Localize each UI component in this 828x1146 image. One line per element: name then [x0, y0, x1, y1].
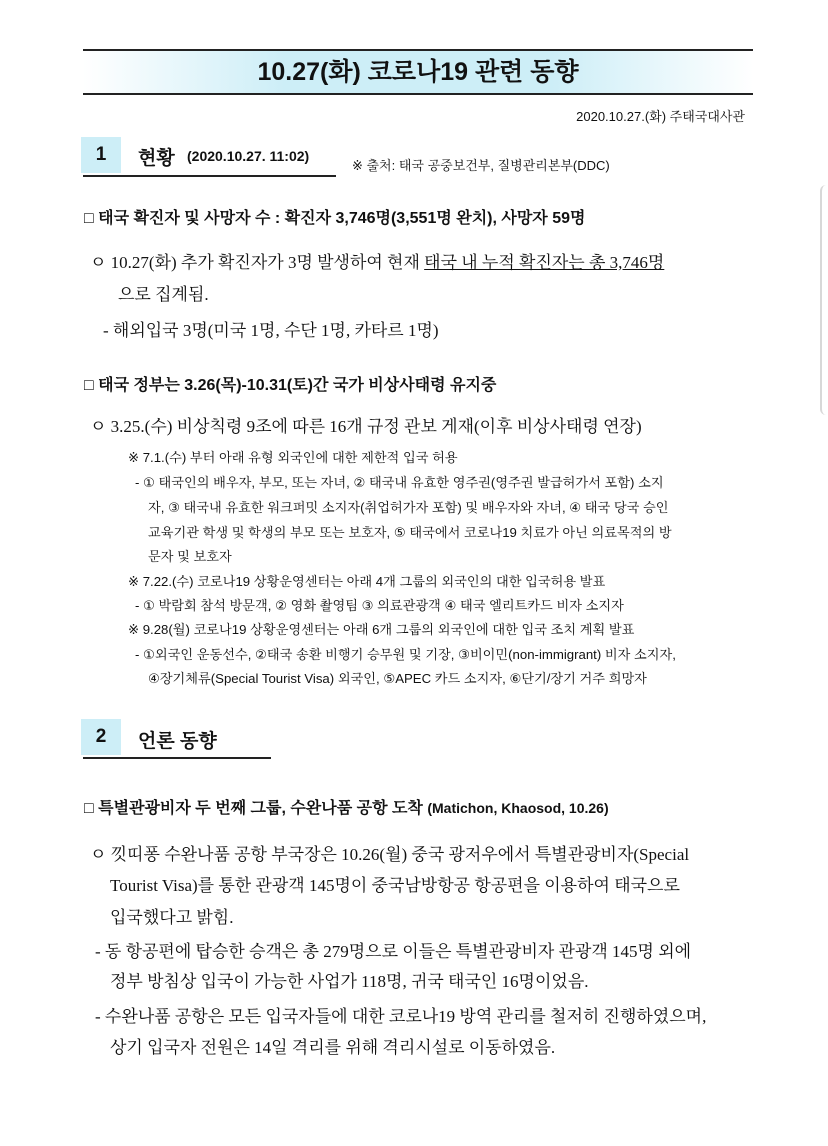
date-line: 2020.10.27.(화) 주태국대사관	[576, 109, 745, 124]
cases-paragraph-line-2: 으로 집계됨.	[118, 285, 209, 304]
confirmed-cases-heading: □ 태국 확진자 및 사망자 수 : 확진자 3,746명(3,551명 완치), 사망자 59명	[84, 210, 586, 227]
section-1-timestamp: (2020.10.27. 11:02)	[187, 148, 310, 164]
document-title: 10.27(화) 코로나19 관련 동향	[83, 49, 753, 95]
section-2-underline	[83, 757, 271, 759]
cumulative-cases-highlight: 태국 내 누적 확진자는 총 3,746명	[424, 253, 665, 272]
note-line: ※ 7.22.(수) 코로나19 상황운영센터는 아래 4개 그룹의 외국인의 대한 입국허용 발표	[128, 574, 606, 589]
section-2-title: 언론 동향	[138, 731, 217, 752]
visa-paragraph-line: ㅇ 낏띠퐁 수완나품 공항 부국장은 10.26(월) 중국 광저우에서 특별관광비자(Special	[90, 845, 690, 864]
visa-paragraph-line: Tourist Visa)를 통한 관광객 145명이 중국남방항공 항공편을 이용하여 태국으로	[110, 876, 680, 895]
note-line: 자, ③ 태국내 유효한 워크퍼밋 소지자(취업허가자 포함) 및 배우자와 자녀, ④ 태국 당국 승인	[148, 500, 669, 515]
passenger-detail-line: - 동 항공편에 탑승한 승객은 총 279명으로 이들은 특별관광비자 관광객 145명 외에	[95, 942, 692, 961]
overseas-entry-detail: - 해외입국 3명(미국 1명, 수단 1명, 카타르 1명)	[103, 321, 439, 340]
note-line: ※ 9.28(월) 코로나19 상황운영센터는 아래 6개 그룹의 외국인에 대한 입국 조치 계획 발표	[128, 622, 635, 637]
note-line: 문자 및 보호자	[148, 549, 232, 564]
note-line: - ① 태국인의 배우자, 부모, 또는 자녀, ② 태국내 유효한 영주권(영주권 발급허가서 포함) 소지	[135, 475, 664, 490]
section-2-number: 2	[81, 719, 121, 755]
note-line: - ①외국인 운동선수, ②태국 송환 비행기 승무원 및 기장, ③비이민(non-immigrant) 비자 소지자,	[135, 647, 676, 662]
section-1-number: 1	[81, 137, 121, 173]
note-line: ④장기체류(Special Tourist Visa) 외국인, ⑤APEC 카드 소지자, ⑥단기/장기 거주 희망자	[148, 671, 647, 686]
cases-paragraph-line-1: ㅇ 10.27(화) 추가 확진자가 3명 발생하여 현재 태국 내 누적 확진자는 총 3,746명	[90, 253, 665, 272]
section-1-underline	[83, 175, 336, 177]
tourist-visa-source: (Matichon, Khaosod, 10.26)	[427, 800, 609, 816]
passenger-detail-line: 정부 방침상 입국이 가능한 사업가 118명, 귀국 태국인 16명이었음.	[110, 972, 589, 991]
section-1-title: 현황	[138, 148, 175, 169]
scrollbar-edge[interactable]	[820, 185, 828, 415]
decree-paragraph: ㅇ 3.25.(수) 비상칙령 9조에 따른 16개 규정 관보 게재(이후 비상사태령 연장)	[90, 417, 642, 436]
note-line: ※ 7.1.(수) 부터 아래 유형 외국인에 대한 제한적 입국 허용	[128, 450, 458, 465]
quarantine-detail-line: 상기 입국자 전원은 14일 격리를 위해 격리시설로 이동하였음.	[110, 1038, 556, 1057]
tourist-visa-heading: □ 특별관광비자 두 번째 그룹, 수완나품 공항 도착 (Matichon, Khaosod, 10.26)	[84, 800, 609, 817]
quarantine-detail-line: - 수완나품 공항은 모든 입국자들에 대한 코로나19 방역 관리를 철저히 진행하였으며,	[95, 1007, 707, 1026]
note-line: 교육기관 학생 및 학생의 부모 또는 보호자, ⑤ 태국에서 코로나19 치료가 아닌 의료목적의 방	[148, 525, 672, 540]
section-1-source: ※ 출처: 태국 공중보건부, 질병관리본부(DDC)	[352, 158, 610, 173]
note-line: - ① 박람회 참석 방문객, ② 영화 촬영팀 ③ 의료관광객 ④ 태국 엘리트카드 비자 소지자	[135, 598, 624, 613]
emergency-decree-heading: □ 태국 정부는 3.26(목)-10.31(토)간 국가 비상사태령 유지중	[84, 377, 497, 394]
visa-paragraph-line: 입국했다고 밝힘.	[110, 908, 234, 927]
